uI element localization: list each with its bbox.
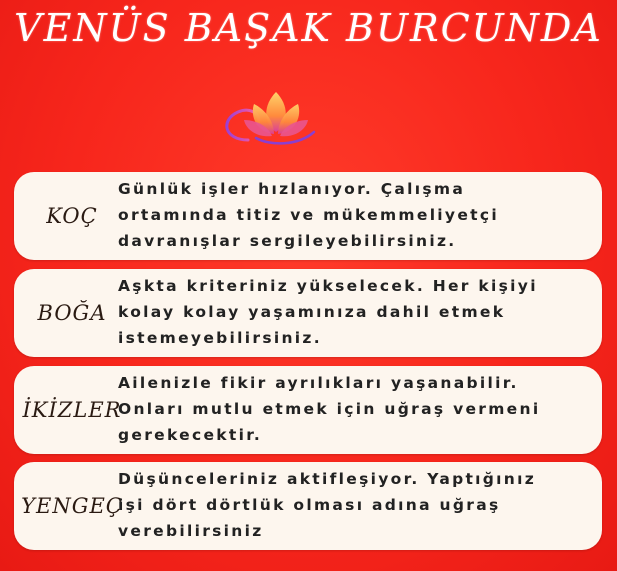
lotus-flower-icon bbox=[218, 82, 328, 152]
description-line: gerekecektir. bbox=[118, 426, 263, 444]
description-line: verebilirsiniz bbox=[118, 522, 264, 540]
description-line: işi dört dörtlük olması adına uğraş bbox=[118, 496, 501, 514]
description-line: Onları mutlu etmek için uğraş vermeni bbox=[118, 400, 541, 418]
description-line: ortamında titiz ve mükemmeliyetçi bbox=[118, 206, 499, 224]
description-line: istemeyebilirsiniz. bbox=[118, 329, 322, 347]
description-line: Düşünceleriniz aktifleşiyor. Yaptığınız bbox=[118, 470, 537, 488]
sign-description bbox=[118, 466, 588, 544]
description-line: Ailenizle fikir ayrılıkları yaşanabilir. bbox=[118, 374, 519, 392]
description-line: kolay kolay yaşamınıza dahil etmek bbox=[118, 303, 506, 321]
sign-card-ikizler bbox=[14, 366, 602, 454]
sign-description bbox=[118, 273, 588, 351]
description-line: Günlük işler hızlanıyor. Çalışma bbox=[118, 180, 466, 198]
description-line: Aşkta kriteriniz yükselecek. Her kişiyi bbox=[118, 277, 538, 295]
sign-card-boga bbox=[14, 269, 602, 357]
sign-description bbox=[118, 176, 588, 254]
sign-name: KOÇ bbox=[46, 204, 98, 228]
sign-name: YENGEÇ bbox=[21, 494, 123, 518]
sign-name: İKİZLER bbox=[22, 398, 122, 422]
sign-description bbox=[118, 370, 588, 448]
sign-card-yengec bbox=[14, 462, 602, 550]
sign-name: BOĞA bbox=[37, 301, 107, 325]
sign-card-koc bbox=[14, 172, 602, 260]
description-line: davranışlar sergileyebilirsiniz. bbox=[118, 232, 457, 250]
page-title: VENÜS BAŞAK BURCUNDA bbox=[14, 6, 603, 50]
